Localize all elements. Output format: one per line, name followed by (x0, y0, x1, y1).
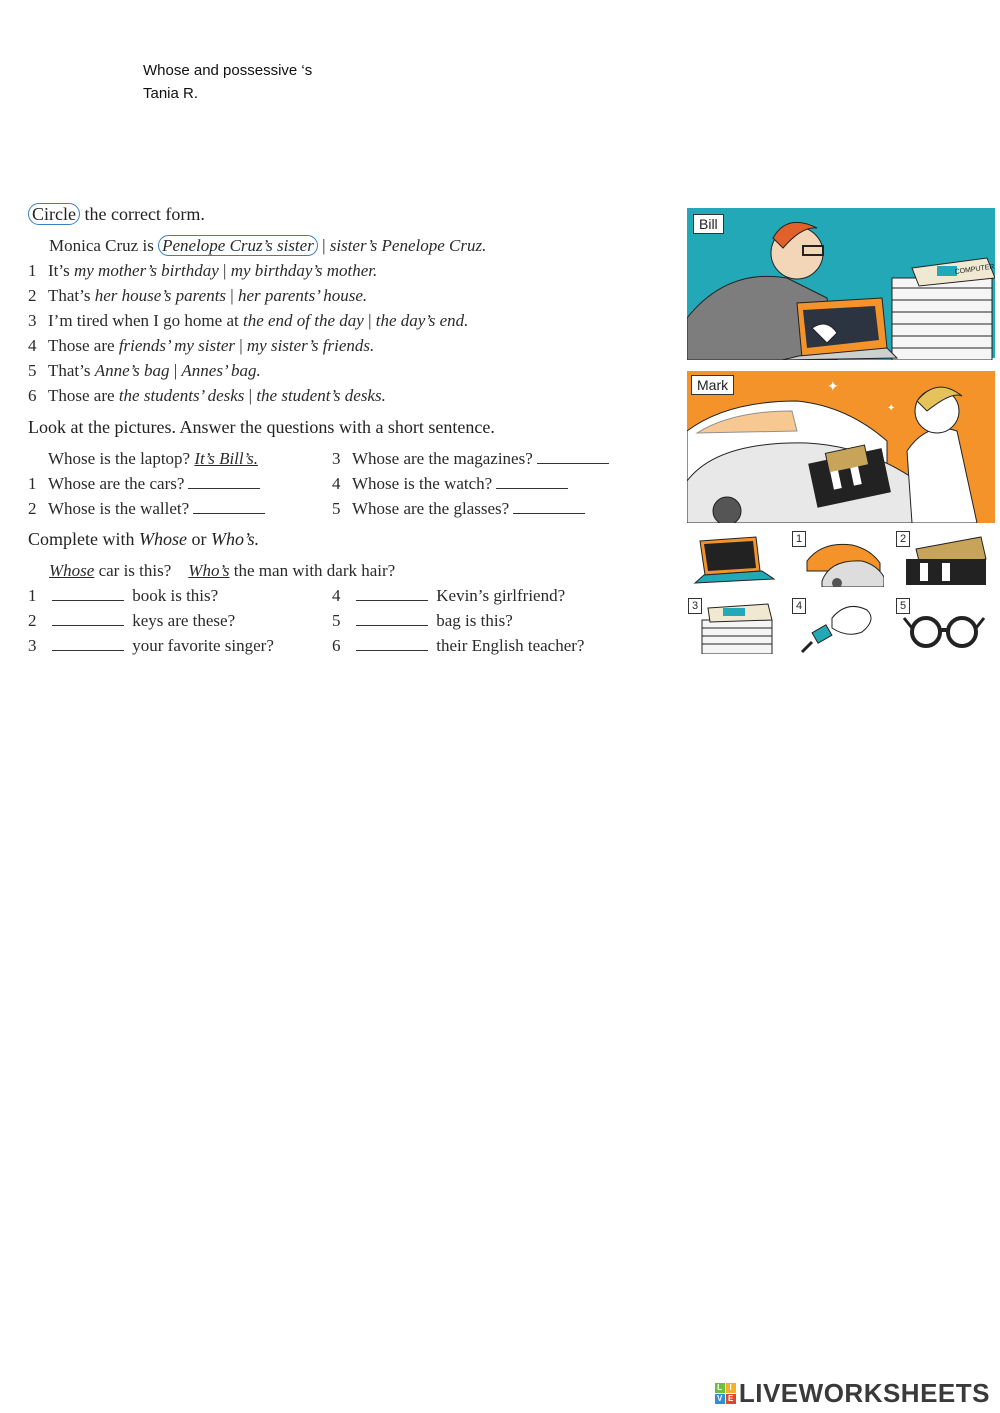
magazines-stack (892, 258, 995, 360)
ex3-item: 1 book is this? (28, 586, 219, 605)
ex1-list (28, 258, 468, 408)
cars-thumbnail (792, 531, 884, 587)
thumb-number: 2 (896, 531, 910, 547)
thumb-number: 4 (792, 598, 806, 614)
glasses-thumbnail (896, 598, 988, 654)
ex1-item[interactable]: 1 It’s my mother’s birthday | my birthday’s mother. (28, 261, 378, 280)
magazines-thumbnail (688, 598, 780, 654)
ex2-item: 2 Whose is the wallet? (28, 496, 269, 521)
ex1-example: Monica Cruz is Penelope Cruz’s sister | sister’s Penelope Cruz. (49, 236, 487, 255)
ex1-item[interactable]: 6 Those are the students’ desks | the student’s desks. (28, 386, 386, 405)
bill-illustration (687, 208, 995, 360)
ex1-example-prefix: Monica Cruz is (49, 236, 154, 255)
answer-blank[interactable] (356, 636, 428, 651)
wallet-thumbnail (896, 531, 988, 587)
svg-text:✦: ✦ (887, 403, 896, 414)
ex2-item: 3 Whose are the magazines? (332, 446, 613, 471)
ex1-example-option-a: Penelope Cruz’s sister (158, 235, 318, 256)
ex3-left-column (28, 583, 274, 658)
magazine-cover-text: COMPUTER (954, 263, 995, 276)
ex3-right-column (332, 583, 584, 658)
ex1-example-option-b: sister’s Penelope Cruz. (329, 236, 487, 255)
ex2-right-column (332, 446, 613, 521)
ex1-item[interactable]: 2 That’s her house’s parents | her parents’ house. (28, 286, 368, 305)
ex2-left-column (28, 446, 269, 521)
answer-blank[interactable] (52, 636, 124, 651)
ex1-instruction (28, 204, 205, 225)
answer-blank[interactable] (356, 611, 428, 626)
bill-scene (687, 208, 995, 360)
ex1-item[interactable]: 5 That’s Anne’s bag | Annes’ bag. (28, 361, 261, 380)
laptop-thumbnail (690, 531, 782, 587)
laptop-icon (690, 531, 782, 587)
logo-text: LIVEWORKSHEETS (738, 1378, 990, 1408)
ex2-instruction: Look at the pictures. Answer the questions with a short sentence. (28, 417, 495, 437)
ex3-instruction: Complete with Whose or Who’s. (28, 529, 260, 549)
answer-blank[interactable] (537, 449, 609, 464)
ex2-example: Whose is the laptop? It’s Bill’s. (48, 449, 258, 468)
ex2-item: 4 Whose is the watch? (332, 471, 613, 496)
thumb-number: 3 (688, 598, 702, 614)
ex3-item: 4 Kevin’s girlfriend? (332, 586, 566, 605)
mark-label: Mark (691, 375, 734, 395)
bill-label: Bill (693, 214, 724, 234)
answer-blank[interactable] (52, 586, 124, 601)
answer-blank[interactable] (193, 499, 265, 514)
answer-blank[interactable] (52, 611, 124, 626)
ex1-item[interactable]: 3 I’m tired when I go home at the end of the day | the day’s end. (28, 311, 469, 330)
mark-illustration (687, 371, 995, 523)
ex3-item: 2 keys are these? (28, 611, 236, 630)
thumb-number: 5 (896, 598, 910, 614)
ex2-item: 1 Whose are the cars? (28, 471, 269, 496)
ex3-item: 6 their English teacher? (332, 636, 585, 655)
answer-blank[interactable] (496, 474, 568, 489)
ex3-example: Whose car is this? Who’s the man with dark hair? (49, 561, 396, 580)
svg-text:✦: ✦ (827, 379, 839, 395)
answer-blank[interactable] (513, 499, 585, 514)
ex1-item[interactable]: 4 Those are friends’ my sister | my sister’s friends. (28, 336, 375, 355)
ex1-instruction-rest: the correct form. (84, 204, 205, 224)
author-name: Tania R. (143, 85, 199, 102)
ex1-circle-word: Circle (28, 203, 80, 225)
thumb-number: 1 (792, 531, 806, 547)
answer-blank[interactable] (188, 474, 260, 489)
ex3-item: 3 your favorite singer? (28, 636, 274, 655)
liveworksheets-logo (715, 1378, 990, 1409)
ex3-item: 5 bag is this? (332, 611, 513, 630)
watch-thumbnail (792, 598, 884, 654)
ex2-item: 5 Whose are the glasses? (332, 496, 613, 521)
logo-mark-icon: L I V E (715, 1383, 736, 1404)
worksheet-title: Whose and possessive ‘s (143, 62, 313, 79)
answer-blank[interactable] (356, 586, 428, 601)
